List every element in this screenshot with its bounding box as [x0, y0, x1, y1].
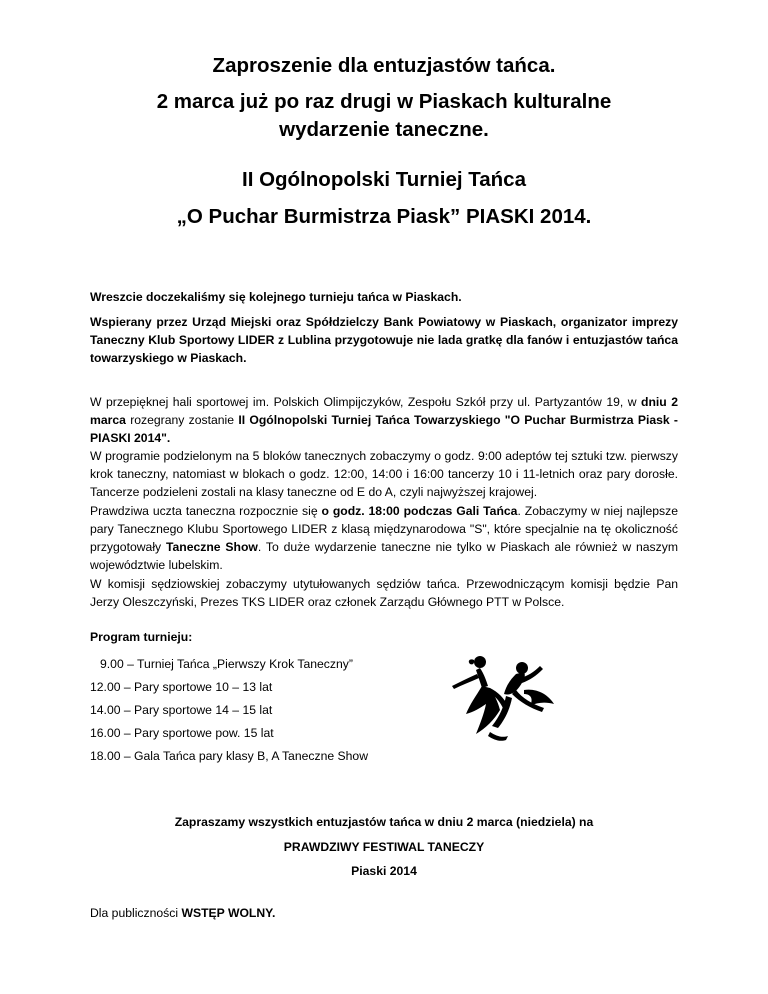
intro-paragraph-2: Wspierany przez Urząd Miejski oraz Spółdzielczy Bank Powiatowy w Piaskach, organizator imprezy Taneczny Klub Sportowy LIDER z Lublina przygotowuje nie lada gratkę dla fanów i entuzjastów tańca towarzyskiego w Piaskach. [90, 315, 678, 365]
gala-time: o godz. 18:00 podczas Gali Tańca [321, 504, 518, 518]
program-list [90, 655, 368, 770]
taneczne-show: Taneczne Show [165, 540, 258, 554]
free-entry: WSTĘP WOLNY. [181, 906, 276, 920]
place-line: Piaski 2014 [351, 864, 417, 878]
gala-text-2: . Zobaczymy w niej najlepsze pary Tanecznego Klubu Sportowego LIDER z klasą międzynarodowa "S", które specjalnie na tę okoliczność przygotowały [90, 504, 678, 554]
heading-line-1: Zaproszenie dla entuzjastów tańca. [212, 54, 556, 77]
venue-text-2: rozegrany zostanie [125, 413, 239, 427]
gala-paragraph [90, 502, 678, 574]
program-item: 9.00 – Turniej Tańca „Pierwszy Krok Taneczny” [100, 657, 353, 671]
program-item: 14.00 – Pary sportowe 14 – 15 lat [90, 703, 273, 717]
event-name: II Ogólnopolski Turniej Tańca [242, 168, 526, 191]
festival-line: PRAWDZIWY FESTIWAL TANECZY [283, 840, 485, 854]
program-item: 16.00 – Pary sportowe pow. 15 lat [90, 726, 274, 740]
entry-text: Dla publiczności [90, 906, 182, 920]
entry-note [90, 906, 275, 920]
dancing-couple-icon [450, 652, 558, 744]
program-heading: Program turnieju: [90, 630, 193, 644]
event-subtitle: „O Puchar Burmistrza Piask” PIASKI 2014. [176, 205, 592, 228]
heading-line-2: 2 marca już po raz drugi w Piaskach kulturalne [156, 90, 612, 113]
gala-text-3: . To duże wydarzenie taneczne nie tylko w Piaskach ale również w naszym województwie lubelskim. [90, 540, 678, 572]
heading-line-3: wydarzenie taneczne. [279, 118, 489, 141]
venue-paragraph [90, 393, 678, 447]
judges-paragraph: W komisji sędziowskiej zobaczymy utytułowanych sędziów tańca. Przewodniczącym komisji będzie Pan Jerzy Oleszczyński, Prezes TKS LIDER oraz członek Zarządu Głównego PTT w Polsce. [90, 577, 678, 609]
intro-paragraph-1: Wreszcie doczekaliśmy się kolejnego turnieju tańca w Piaskach. [90, 290, 462, 304]
program-item: 18.00 – Gala Tańca pary klasy B, A Taneczne Show [90, 749, 369, 763]
venue-text: W przepięknej hali sportowej im. Polskich Olimpijczyków, Zespołu Szkół przy ul. Partyzantów 19, w [90, 395, 642, 409]
event-date: dniu 2 marca [90, 395, 678, 427]
gala-text-1: Prawdziwa uczta taneczna rozpocznie się [90, 504, 322, 518]
invitation-line: Zapraszamy wszystkich entuzjastów tańca w dniu 2 marca (niedziela) na [174, 815, 594, 829]
program-paragraph: W programie podzielonym na 5 bloków tanecznych zobaczymy o godz. 9:00 adeptów tej sztuki tzw. pierwszy krok taneczny, natomiast w blokach o godz. 12:00, 14:00 i 16:00 tancerzy 10 i 11-letnich oraz pary dorosłe. Tancerze podzieleni zostali na klasy taneczne od E do A, czyli najwyższej krajowej. [90, 449, 678, 499]
tournament-full-name: II Ogólnopolski Turniej Tańca Towarzyskiego "O Puchar Burmistrza Piask - PIASKI 2014". [90, 413, 678, 445]
program-item: 12.00 – Pary sportowe 10 – 13 lat [90, 680, 273, 694]
